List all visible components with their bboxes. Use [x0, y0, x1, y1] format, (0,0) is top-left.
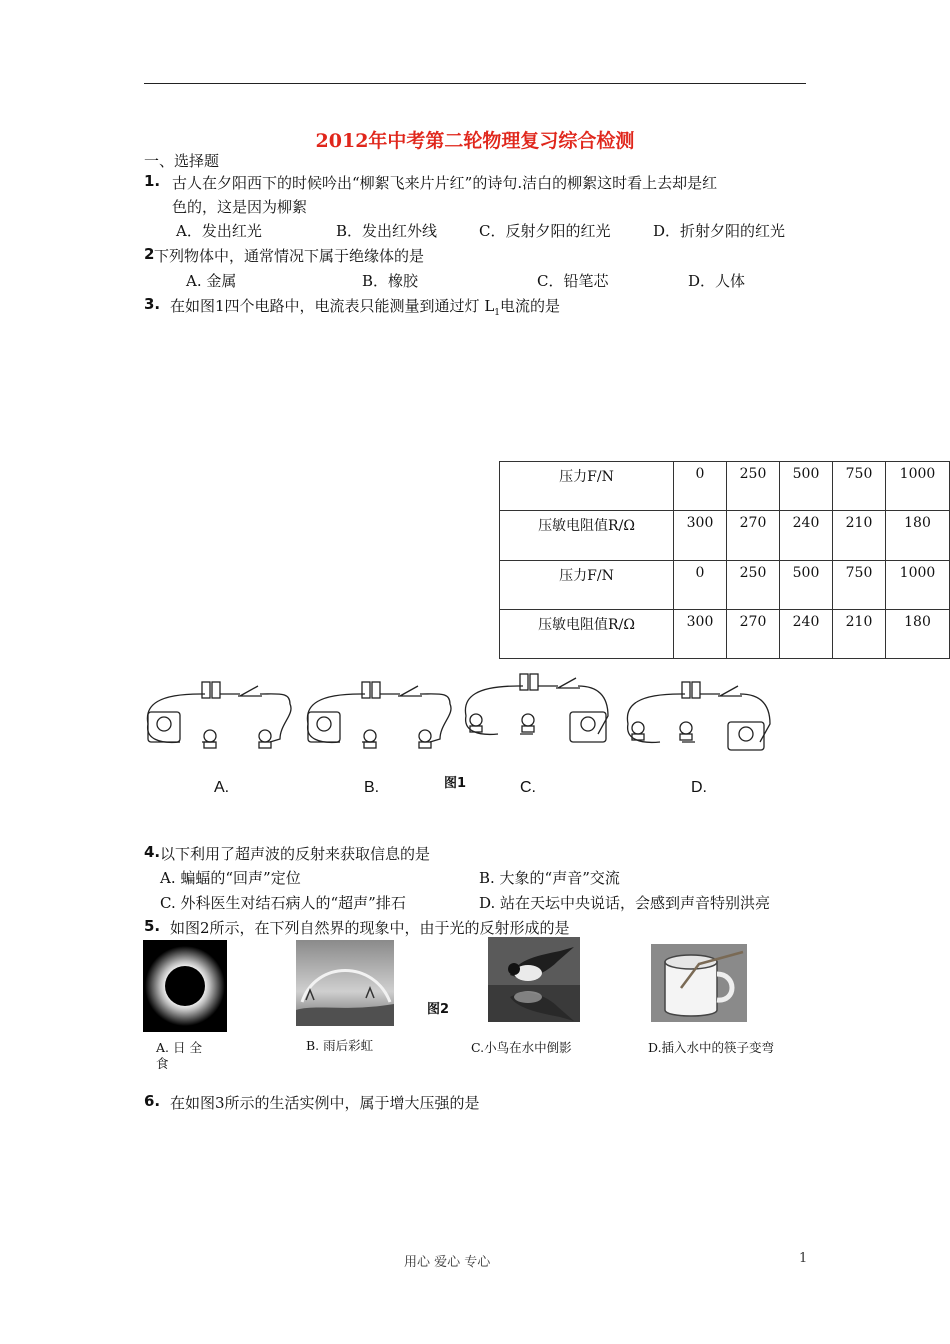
q1-option-a: A．发出红光 [176, 222, 262, 240]
q3-text-main: 在如图1四个电路中，电流表只能测量到通过灯 L [170, 297, 495, 315]
q4-text: 以下利用了超声波的反射来获取信息的是 [160, 845, 431, 863]
circuit-figure [140, 664, 780, 768]
figure1-caption: 图1 [444, 776, 467, 791]
table-cell: 210 [833, 511, 886, 560]
q5-caption-a: A. 日 全 [156, 1040, 202, 1055]
q1-number: 1. [144, 172, 161, 190]
q4-option-d: D. 站在天坛中央说话，会感到声音特别洪亮 [479, 894, 771, 912]
table-cell: 250 [727, 560, 780, 609]
circuit-c-diagram [465, 674, 608, 742]
table-cell: 270 [727, 609, 780, 658]
table-cell: 0 [674, 560, 727, 609]
section-heading: 一、选择题 [144, 152, 220, 170]
circuit-b-diagram [307, 682, 451, 748]
table-row [500, 609, 950, 658]
q1-option-b: B．发出红外线 [336, 222, 438, 240]
q5-caption-a-line2: 食 [156, 1056, 169, 1071]
table-cell: 240 [780, 609, 833, 658]
page-number: 1 [799, 1251, 808, 1266]
table-cell: 750 [833, 462, 886, 511]
q2-option-c: C．铅笔芯 [537, 272, 609, 290]
table-cell: 500 [780, 560, 833, 609]
q6-text: 在如图3所示的生活实例中，属于增大压强的是 [170, 1094, 480, 1112]
table-cell: 1000 [886, 560, 950, 609]
q5-text: 如图2所示，在下列自然界的现象中，由于光的反射形成的是 [170, 919, 570, 937]
table-cell: 500 [780, 462, 833, 511]
q3-text [170, 295, 560, 318]
table-row [500, 462, 950, 511]
figure1-label-c: C. [520, 779, 536, 796]
table-cell: 180 [886, 511, 950, 560]
table-cell: 180 [886, 609, 950, 658]
q5-caption-d: D.插入水中的筷子变弯 [648, 1040, 775, 1055]
figure1-label-d: D. [691, 779, 707, 796]
table-row [500, 560, 950, 609]
table-cell: 压力F/N [500, 462, 674, 511]
table-cell: 300 [674, 511, 727, 560]
table-row [500, 511, 950, 560]
table-cell: 压敏电阻值R/Ω [500, 511, 674, 560]
table-cell: 压力F/N [500, 560, 674, 609]
table-cell: 压敏电阻值R/Ω [500, 609, 674, 658]
table-cell: 0 [674, 462, 727, 511]
table-cell: 750 [833, 560, 886, 609]
rainbow-image [296, 940, 394, 1026]
q3-text-end: 电流的是 [500, 297, 561, 315]
q5-caption-b: B. 雨后彩虹 [306, 1038, 374, 1053]
q4-number: 4. [144, 843, 161, 861]
table-cell: 250 [727, 462, 780, 511]
q1-line1: 古人在夕阳西下的时候吟出“柳絮飞来片片红”的诗句.洁白的柳絮这时看上去却是红 [172, 174, 718, 192]
figure2-caption: 图2 [427, 1002, 450, 1017]
table-cell: 1000 [886, 462, 950, 511]
bird-reflection-image [488, 937, 580, 1022]
table-cell: 300 [674, 609, 727, 658]
q3-number: 3. [144, 295, 161, 313]
solar-eclipse-image [143, 940, 227, 1032]
footer-motto: 用心 爱心 专心 [404, 1255, 491, 1270]
circuit-a-diagram [147, 682, 291, 748]
q3-subscript: 1 [494, 308, 501, 318]
q5-number: 5. [144, 917, 161, 935]
page-title: 2012年中考第二轮物理复习综合检测 [315, 130, 635, 152]
q2-option-a: A. 金属 [186, 272, 237, 290]
q4-option-a: A. 蝙蝠的“回声”定位 [160, 869, 301, 887]
table-cell: 210 [833, 609, 886, 658]
circuit-d-diagram [627, 682, 770, 750]
q5-caption-c: C.小鸟在水中倒影 [471, 1040, 572, 1055]
pressure-resistance-table [499, 461, 950, 659]
q2-option-d: D．人体 [688, 272, 746, 290]
q4-option-c: C. 外科医生对结石病人的“超声”排石 [160, 894, 406, 912]
q6-number: 6. [144, 1092, 161, 1110]
q4-option-b: B. 大象的“声音”交流 [479, 869, 620, 887]
figure1-label-b: B. [364, 779, 380, 796]
q2-option-b: B．橡胶 [362, 272, 419, 290]
figure1-label-a: A. [214, 779, 230, 796]
q2-text: 下列物体中，通常情况下属于绝缘体的是 [154, 247, 425, 265]
table-cell: 240 [780, 511, 833, 560]
table-cell: 270 [727, 511, 780, 560]
q1-line2: 色的，这是因为柳絮 [172, 198, 308, 216]
header-rule [144, 83, 806, 84]
q1-option-c: C．反射夕阳的红光 [479, 222, 611, 240]
chopsticks-in-water-image [651, 944, 747, 1022]
q2-number: 2 [144, 245, 155, 263]
q1-option-d: D．折射夕阳的红光 [653, 222, 786, 240]
